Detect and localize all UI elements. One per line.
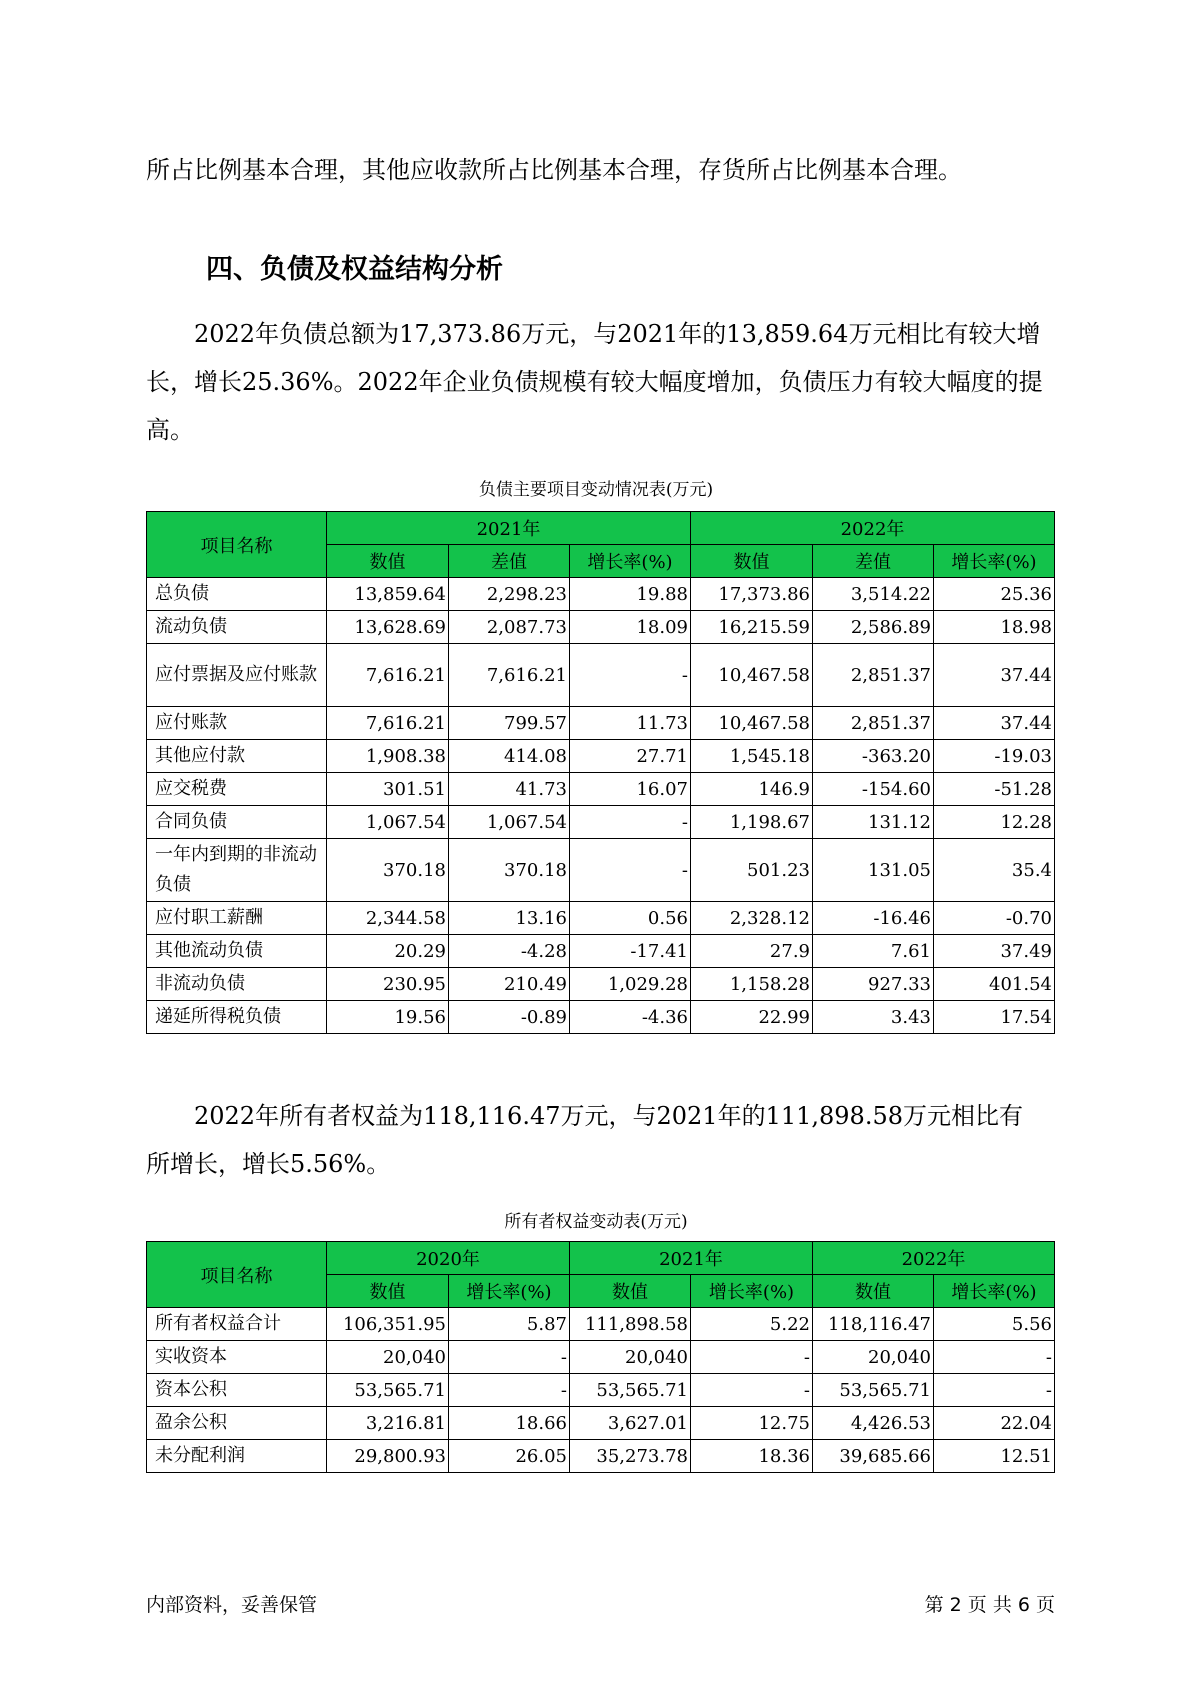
row-label: 流动负债 bbox=[147, 611, 327, 644]
table-cell: 10,467.58 bbox=[691, 707, 813, 740]
section-heading: 四、负债及权益结构分析 bbox=[206, 254, 503, 285]
table-cell: 13.16 bbox=[449, 902, 570, 935]
table-cell: 131.05 bbox=[813, 839, 934, 902]
table-cell: 4,426.53 bbox=[813, 1407, 934, 1440]
sub-header: 增长率(%) bbox=[449, 1275, 570, 1308]
table-cell: - bbox=[691, 1374, 813, 1407]
table-row bbox=[147, 806, 1055, 839]
table-cell: 37.49 bbox=[934, 935, 1055, 968]
table-cell: -17.41 bbox=[570, 935, 691, 968]
table-cell: 1,067.54 bbox=[449, 806, 570, 839]
table-cell: -363.20 bbox=[813, 740, 934, 773]
row-label: 应付票据及应付账款 bbox=[147, 644, 327, 707]
table-row bbox=[147, 968, 1055, 1001]
table-cell: 7,616.21 bbox=[327, 707, 449, 740]
equity-table-caption: 所有者权益变动表(万元) bbox=[504, 1212, 688, 1232]
table-row bbox=[147, 773, 1055, 806]
table-cell: 5.87 bbox=[449, 1308, 570, 1341]
table-cell: - bbox=[570, 806, 691, 839]
table-cell: 18.66 bbox=[449, 1407, 570, 1440]
table-cell: - bbox=[691, 1341, 813, 1374]
year-header: 2021年 bbox=[327, 512, 691, 545]
row-label: 资本公积 bbox=[147, 1374, 327, 1407]
table-row bbox=[147, 611, 1055, 644]
table-row bbox=[147, 1341, 1055, 1374]
table-cell: 2,328.12 bbox=[691, 902, 813, 935]
sub-header: 增长率(%) bbox=[934, 1275, 1055, 1308]
row-label: 一年内到期的非流动负债 bbox=[147, 839, 327, 902]
table-cell: 20,040 bbox=[813, 1341, 934, 1374]
table-cell: 22.04 bbox=[934, 1407, 1055, 1440]
table-row bbox=[147, 1374, 1055, 1407]
table-cell: 1,029.28 bbox=[570, 968, 691, 1001]
page-indicator: 第 2 页 共 6 页 bbox=[924, 1594, 1055, 1616]
intro-paragraph: 所占比例基本合理，其他应收款所占比例基本合理，存货所占比例基本合理。 bbox=[146, 156, 962, 184]
table-row bbox=[147, 839, 1055, 902]
table-row bbox=[147, 740, 1055, 773]
table-cell: 2,344.58 bbox=[327, 902, 449, 935]
table-cell: 20.29 bbox=[327, 935, 449, 968]
table-row bbox=[147, 1440, 1055, 1473]
table-cell: - bbox=[934, 1374, 1055, 1407]
table-row bbox=[147, 1308, 1055, 1341]
table-cell: 1,545.18 bbox=[691, 740, 813, 773]
liability-table-caption: 负债主要项目变动情况表(万元) bbox=[478, 480, 714, 500]
table-cell: 16.07 bbox=[570, 773, 691, 806]
table-cell: 5.22 bbox=[691, 1308, 813, 1341]
row-label: 其他流动负债 bbox=[147, 935, 327, 968]
table-cell: 1,158.28 bbox=[691, 968, 813, 1001]
table-cell: 18.98 bbox=[934, 611, 1055, 644]
sub-header: 增长率(%) bbox=[691, 1275, 813, 1308]
table-cell: 106,351.95 bbox=[327, 1308, 449, 1341]
table-cell: 501.23 bbox=[691, 839, 813, 902]
table-cell: 118,116.47 bbox=[813, 1308, 934, 1341]
table-row bbox=[147, 935, 1055, 968]
sub-header: 数值 bbox=[691, 545, 813, 578]
table-cell: - bbox=[449, 1341, 570, 1374]
table-cell: 12.28 bbox=[934, 806, 1055, 839]
table-cell: 1,908.38 bbox=[327, 740, 449, 773]
row-label: 合同负债 bbox=[147, 806, 327, 839]
year-header: 2022年 bbox=[813, 1242, 1055, 1275]
year-header: 2020年 bbox=[327, 1242, 570, 1275]
table-cell: 301.51 bbox=[327, 773, 449, 806]
table-cell: - bbox=[449, 1374, 570, 1407]
table-row bbox=[147, 902, 1055, 935]
table-cell: -16.46 bbox=[813, 902, 934, 935]
item-name-header: 项目名称 bbox=[147, 512, 327, 578]
row-label: 非流动负债 bbox=[147, 968, 327, 1001]
table-cell: 2,851.37 bbox=[813, 707, 934, 740]
row-label: 未分配利润 bbox=[147, 1440, 327, 1473]
table-cell: 41.73 bbox=[449, 773, 570, 806]
sub-header: 数值 bbox=[327, 1275, 449, 1308]
table-cell: 29,800.93 bbox=[327, 1440, 449, 1473]
table-cell: 53,565.71 bbox=[327, 1374, 449, 1407]
row-label: 递延所得税负债 bbox=[147, 1001, 327, 1034]
table-row bbox=[147, 707, 1055, 740]
table-cell: -19.03 bbox=[934, 740, 1055, 773]
sub-header: 差值 bbox=[813, 545, 934, 578]
table-cell: 0.56 bbox=[570, 902, 691, 935]
table-cell: 53,565.71 bbox=[570, 1374, 691, 1407]
table-cell: 35,273.78 bbox=[570, 1440, 691, 1473]
table-cell: 111,898.58 bbox=[570, 1308, 691, 1341]
equity-table bbox=[146, 1241, 1055, 1473]
table-cell: 370.18 bbox=[327, 839, 449, 902]
row-label: 所有者权益合计 bbox=[147, 1308, 327, 1341]
table-cell: 11.73 bbox=[570, 707, 691, 740]
table-cell: 37.44 bbox=[934, 644, 1055, 707]
table-cell: 19.56 bbox=[327, 1001, 449, 1034]
table-cell: 53,565.71 bbox=[813, 1374, 934, 1407]
table-cell: -0.70 bbox=[934, 902, 1055, 935]
table-cell: 18.09 bbox=[570, 611, 691, 644]
table-cell: - bbox=[570, 839, 691, 902]
table-cell: 13,628.69 bbox=[327, 611, 449, 644]
table-cell: 16,215.59 bbox=[691, 611, 813, 644]
table-cell: 37.44 bbox=[934, 707, 1055, 740]
table-row bbox=[147, 578, 1055, 611]
table-cell: -4.36 bbox=[570, 1001, 691, 1034]
footer-confidential-note: 内部资料，妥善保管 bbox=[146, 1594, 318, 1616]
table-cell: 230.95 bbox=[327, 968, 449, 1001]
table-cell: 39,685.66 bbox=[813, 1440, 934, 1473]
table-cell: 7.61 bbox=[813, 935, 934, 968]
sub-header: 数值 bbox=[327, 545, 449, 578]
table-cell: 2,586.89 bbox=[813, 611, 934, 644]
table-cell: 3,216.81 bbox=[327, 1407, 449, 1440]
table-cell: 1,198.67 bbox=[691, 806, 813, 839]
table-cell: 17,373.86 bbox=[691, 578, 813, 611]
table-cell: 2,851.37 bbox=[813, 644, 934, 707]
table-cell: 3,514.22 bbox=[813, 578, 934, 611]
table-cell: 26.05 bbox=[449, 1440, 570, 1473]
table-cell: -51.28 bbox=[934, 773, 1055, 806]
row-label: 实收资本 bbox=[147, 1341, 327, 1374]
sub-header: 数值 bbox=[813, 1275, 934, 1308]
sub-header: 增长率(%) bbox=[934, 545, 1055, 578]
row-label: 其他应付款 bbox=[147, 740, 327, 773]
table-cell: -0.89 bbox=[449, 1001, 570, 1034]
year-header: 2022年 bbox=[691, 512, 1055, 545]
table-cell: 35.4 bbox=[934, 839, 1055, 902]
sub-header: 增长率(%) bbox=[570, 545, 691, 578]
equity-paragraph: 2022年所有者权益为118,116.47万元，与2021年的111,898.58万元相比有所增长，增长5.56%。 bbox=[146, 1102, 1023, 1178]
table-cell: 13,859.64 bbox=[327, 578, 449, 611]
table-cell: 25.36 bbox=[934, 578, 1055, 611]
table-cell: 27.71 bbox=[570, 740, 691, 773]
table-cell: 3.43 bbox=[813, 1001, 934, 1034]
table-cell: 927.33 bbox=[813, 968, 934, 1001]
table-cell: 2,087.73 bbox=[449, 611, 570, 644]
table-row bbox=[147, 644, 1055, 707]
table-cell: 20,040 bbox=[570, 1341, 691, 1374]
table-cell: 2,298.23 bbox=[449, 578, 570, 611]
table-cell: 210.49 bbox=[449, 968, 570, 1001]
table-cell: 10,467.58 bbox=[691, 644, 813, 707]
table-row bbox=[147, 1001, 1055, 1034]
table-cell: 18.36 bbox=[691, 1440, 813, 1473]
item-name-header: 项目名称 bbox=[147, 1242, 327, 1308]
row-label: 应付账款 bbox=[147, 707, 327, 740]
table-cell: 401.54 bbox=[934, 968, 1055, 1001]
table-cell: 7,616.21 bbox=[449, 644, 570, 707]
liability-table bbox=[146, 511, 1055, 1034]
row-label: 盈余公积 bbox=[147, 1407, 327, 1440]
table-cell: 3,627.01 bbox=[570, 1407, 691, 1440]
table-cell: 799.57 bbox=[449, 707, 570, 740]
table-cell: - bbox=[934, 1341, 1055, 1374]
table-cell: 414.08 bbox=[449, 740, 570, 773]
sub-header: 差值 bbox=[449, 545, 570, 578]
table-cell: 5.56 bbox=[934, 1308, 1055, 1341]
sub-header: 数值 bbox=[570, 1275, 691, 1308]
table-cell: 17.54 bbox=[934, 1001, 1055, 1034]
table-cell: -154.60 bbox=[813, 773, 934, 806]
table-cell: 1,067.54 bbox=[327, 806, 449, 839]
table-cell: 12.75 bbox=[691, 1407, 813, 1440]
row-label: 应交税费 bbox=[147, 773, 327, 806]
table-cell: 370.18 bbox=[449, 839, 570, 902]
table-cell: -4.28 bbox=[449, 935, 570, 968]
table-cell: - bbox=[570, 644, 691, 707]
table-cell: 146.9 bbox=[691, 773, 813, 806]
table-cell: 7,616.21 bbox=[327, 644, 449, 707]
table-cell: 12.51 bbox=[934, 1440, 1055, 1473]
table-cell: 19.88 bbox=[570, 578, 691, 611]
table-cell: 22.99 bbox=[691, 1001, 813, 1034]
table-cell: 27.9 bbox=[691, 935, 813, 968]
year-header: 2021年 bbox=[570, 1242, 813, 1275]
liability-paragraph: 2022年负债总额为17,373.86万元，与2021年的13,859.64万元相比有较大增长，增长25.36%。2022年企业负债规模有较大幅度增加，负债压力有较大幅度的提高。 bbox=[146, 320, 1043, 444]
row-label: 应付职工薪酬 bbox=[147, 902, 327, 935]
table-cell: 131.12 bbox=[813, 806, 934, 839]
row-label: 总负债 bbox=[147, 578, 327, 611]
table-row bbox=[147, 1407, 1055, 1440]
table-cell: 20,040 bbox=[327, 1341, 449, 1374]
